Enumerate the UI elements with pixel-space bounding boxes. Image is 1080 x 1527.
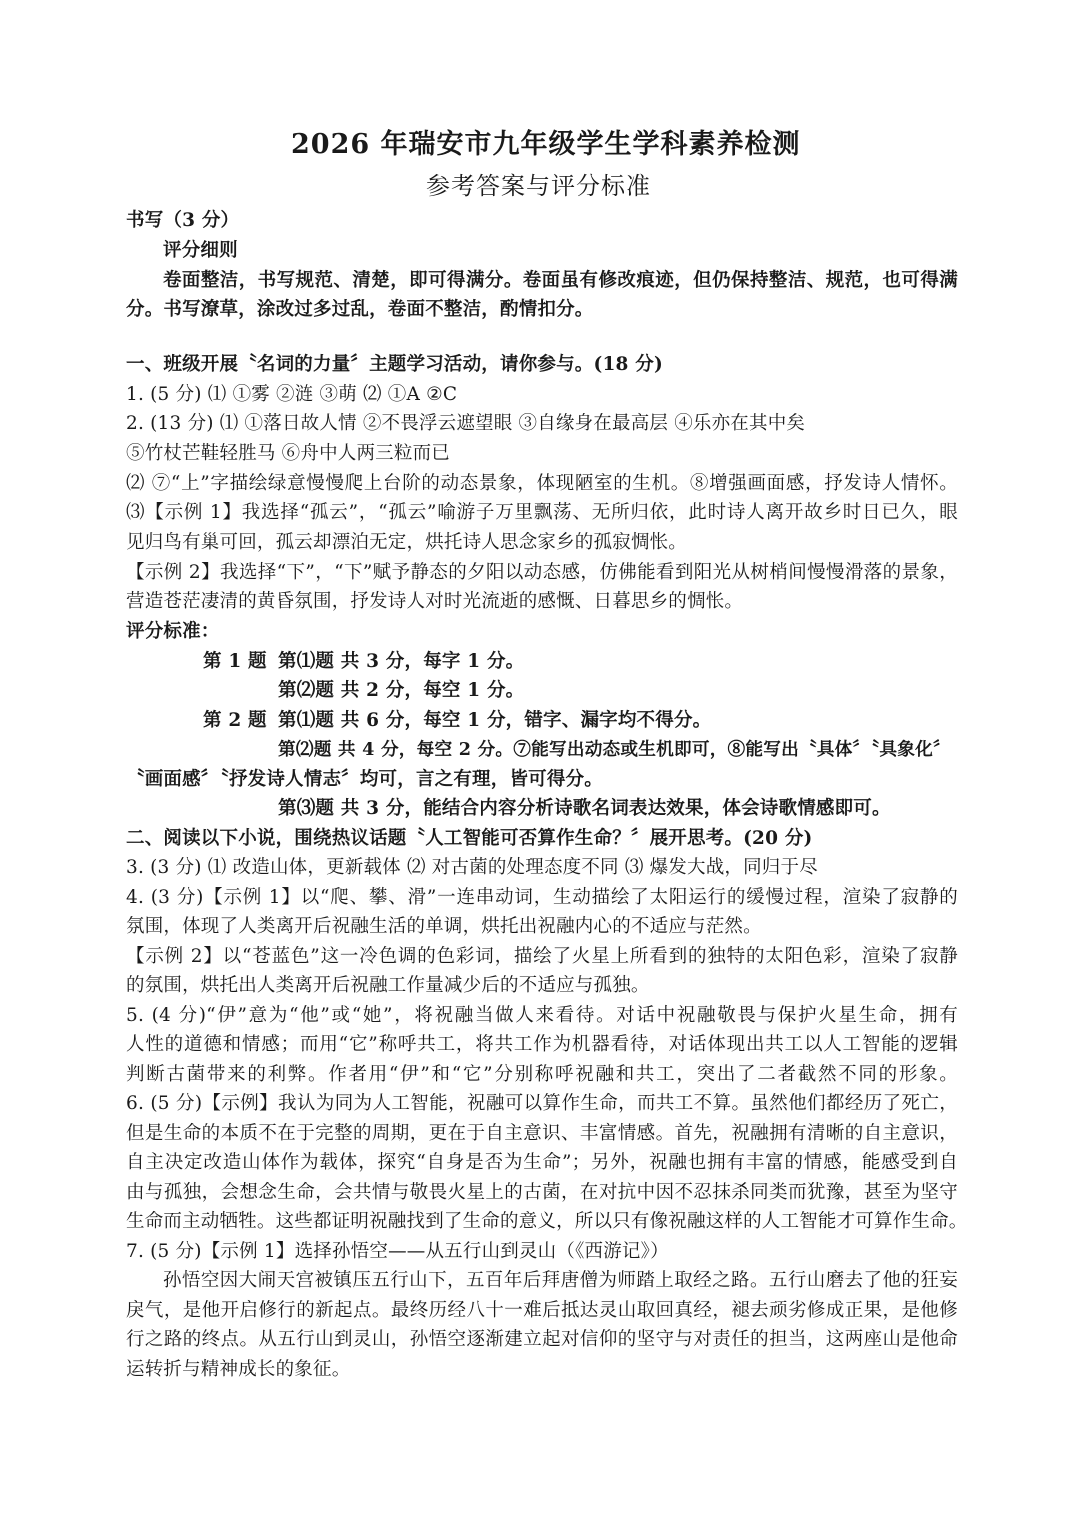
answer-q5: 判断古菌带来的利弊。作者用“伊”和“它”分别称呼祝融和共工，突出了二者截然不同的形象。 (126, 1064, 958, 1085)
answer-q1: 1. (5 分) ⑴ ①雾 ②涟 ③萌 ⑵ ①A ②C (126, 384, 458, 405)
answer-q3: 3. (3 分) ⑴ 改造山体，更新载体 ⑵ 对古菌的处理态度不同 ⑶ 爆发大战，同归于尽 (126, 857, 818, 878)
section2-heading: 二、阅读以下小说，围绕热议话题〝人工智能可否算作生命？〞展开思考。(20 分) (126, 828, 813, 849)
answer-q6: 生命而主动牺牲。这些都证明祝融找到了生命的意义，所以只有像祝融这样的人工智能才可算作生命。 (126, 1211, 968, 1232)
answer-q5: 5. (4 分)“伊”意为“他”或“她”，将祝融当做人来看待。对话中祝融敬畏与保护火星生命，拥有 (126, 1005, 958, 1026)
answer-q7: 7. (5 分)【示例 1】选择孙悟空——从五行山到灵山（《西游记》） (126, 1241, 669, 1262)
answer-q7-paragraph: 运转折与精神成长的象征。 (126, 1359, 351, 1380)
answer-q2: 2. (13 分) ⑴ ①落日故人情 ②不畏浮云遮望眼 ③自缘身在最高层 ④乐亦在其中矣 (126, 413, 806, 434)
answer-q5: 人性的道德和情感；而用“它”称呼共工，将共工作为机器看待，对话体现出共工以人工智能的逻辑 (126, 1034, 958, 1055)
answer-q4: 4. (3 分)【示例 1】以“爬、攀、滑”一连串动词，生动描绘了太阳运行的缓慢过程，渲染了寂静的 (126, 887, 958, 908)
scoring-q1-label: 第 1 题 (203, 651, 267, 672)
answer-q6: 自主决定改造山体作为载体，探究“自身是否为生命”；另外，祝融也拥有丰富的情感，能感受到自 (126, 1152, 958, 1173)
scoring-q1-part2: 第⑵题 共 2 分，每空 1 分。 (278, 680, 525, 701)
writing-heading: 书写（3 分） (126, 210, 240, 231)
answer-q7-paragraph: 行之路的终点。从五行山到灵山，孙悟空逐渐建立起对信仰的坚守与对责任的担当，这两座山是他命 (126, 1329, 958, 1350)
answer-q2: ⑤竹杖芒鞋轻胜马 ⑥舟中人两三粒而已 (126, 443, 450, 464)
answer-q7-paragraph: 孙悟空因大闹天宫被镇压五行山下，五百年后拜唐僧为师踏上取经之路。五行山磨去了他的狂妄 (163, 1270, 958, 1291)
section1-heading: 一、班级开展〝名词的力量〞主题学习活动，请你参与。(18 分) (126, 354, 663, 375)
answer-q4-example2: 【示例 2】以“苍蓝色”这一冷色调的色彩词，描绘了火星上所看到的独特的太阳色彩，渲染了寂静 (126, 946, 958, 967)
writing-rules-heading: 评分细则 (163, 240, 238, 261)
answer-q2-2: ⑵ ⑦“上”字描绘绿意慢慢爬上台阶的动态景象，体现陋室的生机。⑧增强画面感，抒发诗人情怀。 (126, 473, 958, 494)
answer-q6: 但是生命的本质不在于完整的周期，更在于自主意识、丰富情感。首先，祝融拥有清晰的自主意识， (126, 1123, 958, 1144)
answer-q2-3-example2: 【示例 2】我选择“下”，“下”赋予静态的夕阳以动态感，仿佛能看到阳光从树梢间慢慢滑落的景象， (126, 562, 958, 583)
answer-q4-example2: 的氛围，烘托出人类离开后祝融工作量减少后的不适应与孤独。 (126, 975, 650, 996)
scoring-heading: 评分标准： (126, 621, 220, 642)
answer-q2-3: 见归鸟有巢可回，孤云却漂泊无定，烘托诗人思念家乡的孤寂惆怅。 (126, 532, 688, 553)
scoring-q2-label: 第 2 题 (203, 710, 267, 731)
scoring-q2-part2: 第⑵题 共 4 分，每空 2 分。⑦能写出动态或生机即可，⑧能写出〝具体〞〝具象化〞 (278, 739, 951, 760)
scoring-q2-part1: 第⑴题 共 6 分，每空 1 分，错字、漏字均不得分。 (278, 710, 712, 731)
scoring-q2-part3: 第⑶题 共 3 分，能结合内容分析诗歌名词表达效果，体会诗歌情感即可。 (278, 798, 891, 819)
answer-q7-paragraph: 戾气，是他开启修行的新起点。最终历经八十一难后抵达灵山取回真经，褪去顽劣修成正果，是他修 (126, 1300, 958, 1321)
writing-rules-line: 分。书写潦草，涂改过多过乱，卷面不整洁，酌情扣分。 (126, 299, 594, 320)
answer-q2-3-example2: 营造苍茫凄清的黄昏氛围，抒发诗人对时光流逝的感慨、日暮思乡的惆怅。 (126, 591, 744, 612)
answer-q4: 氛围，体现了人类离开后祝融生活的单调，烘托出祝融内心的不适应与茫然。 (126, 916, 762, 937)
answer-q2-3: ⑶【示例 1】我选择“孤云”，“孤云”喻游子万里飘荡、无所归依，此时诗人离开故乡时日已久，眼 (126, 502, 958, 523)
page-title: 2026 年瑞安市九年级学生学科素养检测 (291, 129, 801, 160)
page-subtitle: 参考答案与评分标准 (426, 172, 651, 200)
answer-q6: 由与孤独，会想念生命，会共情与敬畏火星上的古菌，在对抗中因不忍抹杀同类而犹豫，甚至为坚守 (126, 1182, 958, 1203)
scoring-q1-part1: 第⑴题 共 3 分，每字 1 分。 (278, 651, 525, 672)
writing-rules-line: 卷面整洁，书写规范、清楚，即可得满分。卷面虽有修改痕迹，但仍保持整洁、规范，也可得满 (163, 270, 958, 291)
scoring-q2-part2-cont: 〝画面感〞〝抒发诗人情志〞均可，言之有理，皆可得分。 (126, 769, 603, 790)
answer-q6: 6. (5 分)【示例】我认为同为人工智能，祝融可以算作生命，而共工不算。虽然他们都经历了死亡， (126, 1093, 958, 1114)
